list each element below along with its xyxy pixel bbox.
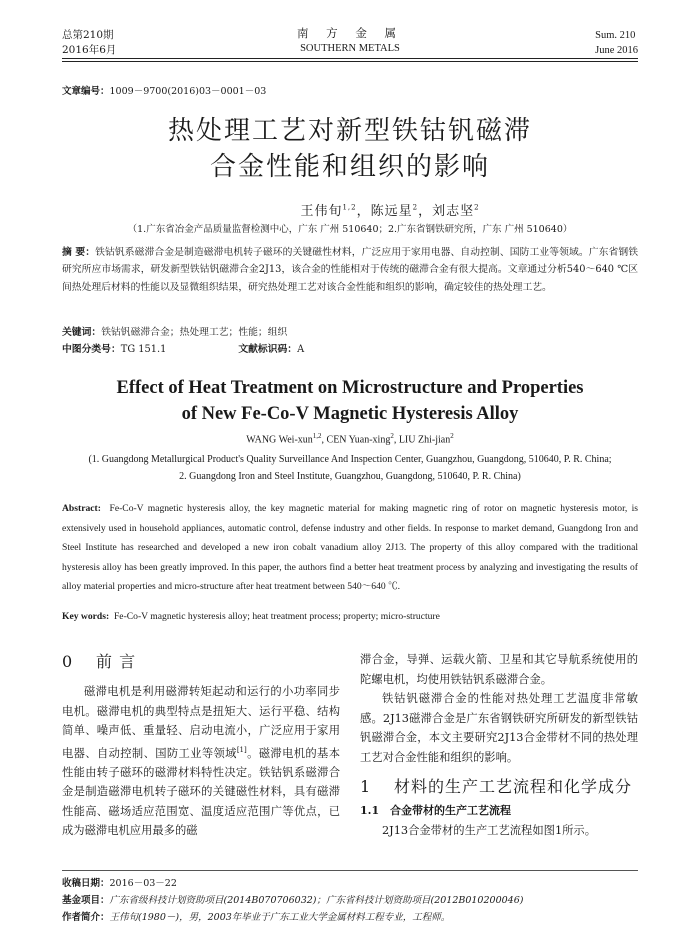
abstract-cn-text: 铁钴钒系磁滞合金是制造磁滞电机转子磁环的关键磁性材料，广泛应用于家用电器、自动控制、国防工业等领域。广东省钢铁研究所应市场需求，研发新型铁钴钒磁滞合金2J13，该合金的性能相对于传统的磁滞合金有很大提高。文章通过分析540～640 ℃区间热处理后材料的性能以及显微组织结果，研究热处理工艺对该合金性能和组织的影响，确定较佳的热处理工艺。	[62, 247, 638, 293]
author-bio-label: 作者简介：	[62, 912, 110, 923]
fund-label: 基金项目：	[62, 895, 110, 906]
header-rule-double	[62, 61, 638, 62]
author-cn-2: ，陈远星	[356, 204, 413, 219]
intro-paragraph-1	[62, 682, 340, 841]
author-en-3: , LIU Zhi-jian	[393, 434, 451, 446]
body-column-right	[360, 650, 638, 841]
received-label: 收稿日期：	[62, 878, 110, 889]
header-rule	[62, 58, 638, 59]
affiliation-en-line1: (1. Guangdong Metallurgical Product's Quality Surveillance And Inspection Center, Guangzhou, Guangdong, 510640, P. R. China;	[88, 454, 612, 465]
keywords-cn	[62, 324, 287, 338]
section-1-heading	[360, 775, 638, 799]
abstract-en-text: Fe-Co-V magnetic hysteresis alloy, the key magnetic material for making magnetic ring of rotor on magnetic hysteresis motor, is extensively used in household appliances, automatic control, defense industry and other fields. In response to market demand, Guangdong Iron and Steel Institute has researched and developed a new iron cobalt vanadium alloy 2J13. The property of this alloy compared with the traditional hysteresis alloy has been greatly improved. In this paper, the authors find a better heat treatment process by analyzing and investigating the results of alloy material properties and micro-structure after heat treatment between 540～640 ℃.	[62, 503, 638, 593]
title-en-line1: Effect of Heat Treatment on Microstructure and Properties	[116, 378, 584, 398]
intro-p1-part-b: 。磁滞电机的基本性能由转子磁环的磁滞材料特性决定。铁钴钒系磁滞合金是制造磁滞电机转子磁环的关键磁性材料，具有磁滞性能高、磁场适应范围宽、温度适应范围广等优点，已成为磁滞电机应用最多的磁	[62, 746, 340, 838]
author-cn-1-sup: 1,2	[342, 203, 357, 212]
author-en-2: , CEN Yuan-xing	[321, 434, 391, 446]
subsection-1-1-number: 1.1	[360, 804, 380, 817]
author-en-1-sup: 1,2	[312, 432, 322, 440]
subsection-1-1-paragraph: 2J13合金带材的生产工艺流程如图1所示。	[382, 824, 597, 837]
section-0-number: 0	[62, 652, 74, 671]
issue-en: Sum. 210	[595, 30, 636, 41]
intro-paragraph-2: 铁钴钒磁滞合金的性能对热处理工艺温度非常敏感。2J13磁滞合金是广东省钢铁研究所研发的新型铁钴钒磁滞合金，本文主要研究2J13合金带材不同的热处理工艺对合金性能和组织的影响。	[360, 692, 638, 764]
keywords-cn-text: 铁钴钒磁滞合金；热处理工艺；性能；组织	[101, 327, 288, 338]
body-column-left	[62, 650, 340, 841]
author-cn-3: ，刘志坚	[418, 204, 475, 219]
clc-value: TG 151.1	[120, 344, 167, 355]
subsection-1-1-heading	[360, 801, 638, 821]
doc-code-label: 文献标识码：	[238, 344, 298, 355]
title-en	[62, 375, 638, 427]
abstract-cn-label: 摘 要：	[62, 247, 96, 258]
title-cn	[62, 113, 638, 185]
issue-cn: 总第210期	[62, 29, 114, 41]
section-0-title: 前 言	[96, 652, 137, 671]
section-1-title: 材料的生产工艺流程和化学成分	[394, 777, 633, 796]
affiliation-cn: （1.广东省冶金产品质量监督检测中心，广东 广州 510640；2.广东省钢铁研究所，广东 广州 510640）	[127, 224, 573, 235]
section-0-heading	[62, 650, 340, 674]
title-cn-line2: 合金性能和组织的影响	[209, 152, 490, 182]
date-cn: 2016年6月	[62, 44, 117, 56]
fund-value: 广东省级科技计划资助项目(2014B070706032)；广东省科技计划资助项目(2012B010200046)	[109, 895, 524, 906]
received-value: 2016－03－22	[109, 878, 177, 889]
keywords-cn-label: 关键词：	[62, 327, 102, 338]
citation-ref-1: [1]	[236, 745, 247, 754]
affiliation-en	[40, 451, 660, 485]
authors-cn	[62, 200, 638, 219]
keywords-en-label: Key words:	[62, 611, 110, 622]
keywords-en	[62, 611, 440, 622]
author-cn-2-sup: 2	[412, 203, 419, 212]
author-en-1: WANG Wei-xun	[246, 434, 313, 446]
header-center	[250, 26, 450, 56]
authors-en	[62, 432, 638, 445]
footnote-rule	[62, 870, 638, 871]
author-bio-value: 王伟旬(1980－)，男，2003年毕业于广东工业大学金属材料工程专业，工程师。	[109, 912, 451, 923]
abstract-cn	[62, 244, 638, 296]
affiliation-en-line2: 2. Guangdong Iron and Steel Institute, Guangzhou, Guangdong, 510640, P. R. China)	[179, 471, 521, 482]
abstract-en	[62, 499, 638, 597]
intro-paragraph-1-cont: 滞合金，导弹、运载火箭、卫星和其它导航系统使用的陀螺电机，均使用铁钴钒系磁滞合金。	[360, 653, 638, 686]
clc-label: 中图分类号：	[62, 344, 121, 355]
doc-code-value: A	[297, 344, 305, 355]
keywords-en-text: Fe-Co-V magnetic hysteresis alloy; heat treatment process; property; micro-structure	[113, 611, 440, 622]
section-1-number: 1	[360, 777, 372, 796]
footnote-received	[62, 876, 638, 892]
author-en-2-sup: 2	[390, 432, 394, 440]
title-cn-line1: 热处理工艺对新型铁钴钒磁滞	[167, 116, 532, 146]
article-number	[62, 83, 266, 97]
journal-name-en: SOUTHERN METALS	[300, 43, 400, 54]
header-right	[595, 28, 638, 58]
title-en-line2: of New Fe-Co-V Magnetic Hysteresis Alloy	[181, 404, 519, 424]
author-cn-3-sup: 2	[474, 203, 480, 212]
header-left	[62, 28, 116, 58]
article-number-value: 1009－9700(2016)03－0001－03	[109, 86, 267, 97]
footnote-author	[62, 910, 638, 926]
author-cn-1: 王伟旬	[300, 204, 343, 219]
intro-p1-part-a: 磁滞电机是利用磁滞转矩起动和运行的小功率同步电机。磁滞电机的典型特点是扭矩大、运行平稳、结构简单、噪声低、重量轻、启动电流小，广泛应用于家用电器、自动控制、国防工业等领域	[62, 685, 340, 760]
footnote-fund	[62, 893, 638, 909]
article-number-label: 文章编号：	[62, 86, 110, 97]
abstract-en-label: Abstract:	[62, 503, 101, 514]
classification	[62, 341, 304, 355]
journal-name-cn: 南 方 金 属	[297, 26, 403, 40]
subsection-1-1-title: 合金带材的生产工艺流程	[390, 804, 511, 817]
date-en: June 2016	[595, 45, 638, 56]
author-en-3-sup: 2	[450, 432, 454, 440]
